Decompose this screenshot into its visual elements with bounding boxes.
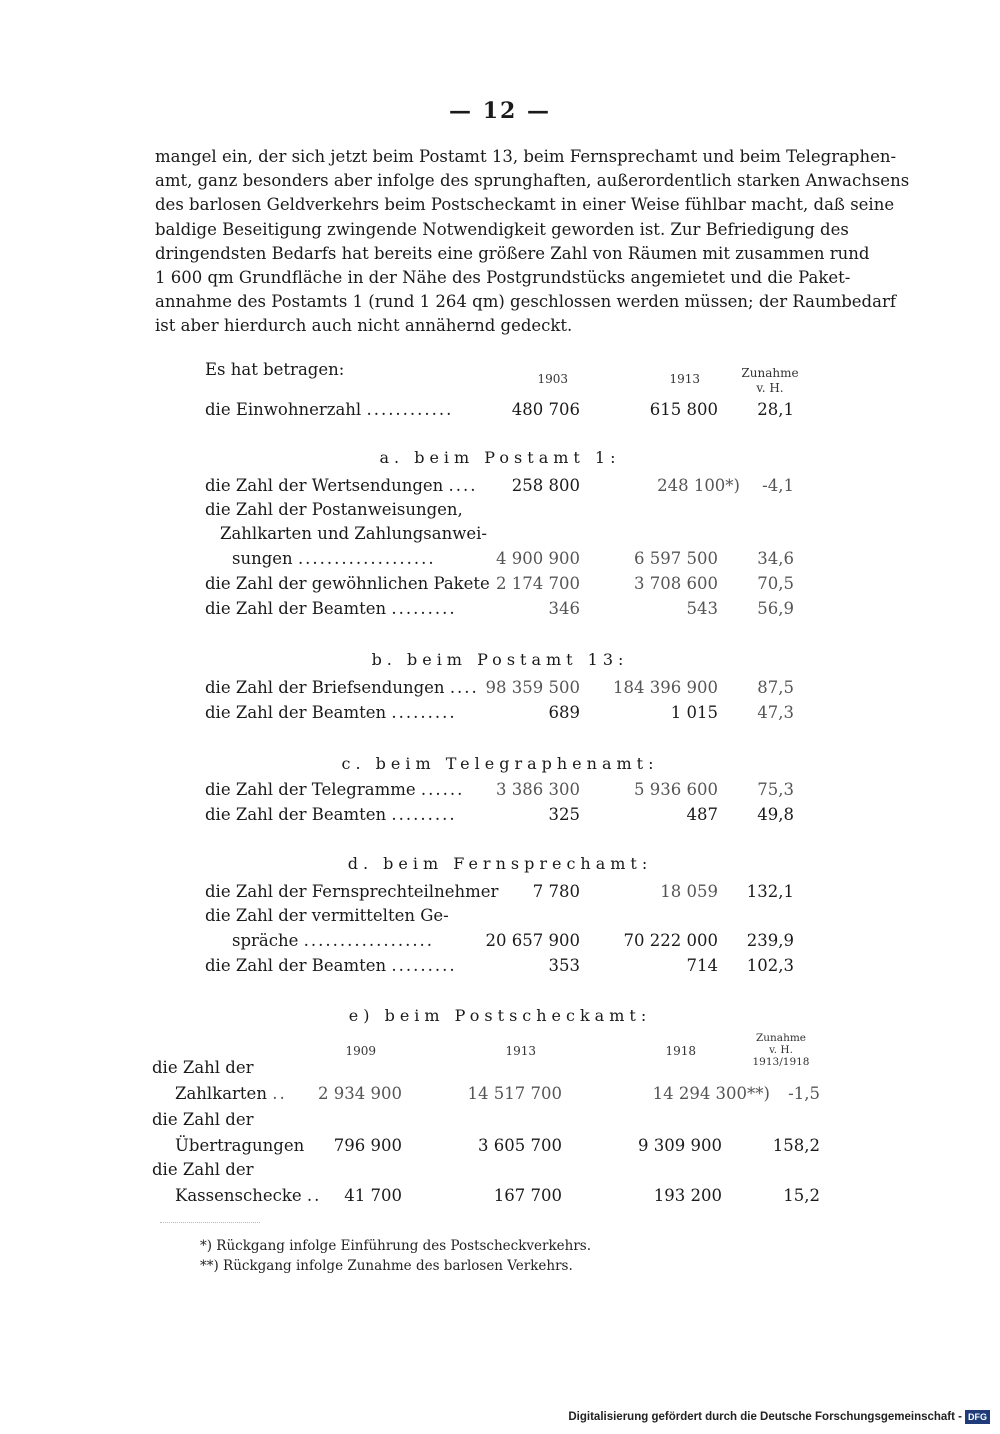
header-1913: 1913 [669, 372, 700, 386]
value-1913: 714 [686, 956, 718, 975]
section-title: c. beim Telegraphenamt: [341, 754, 659, 773]
footnote-divider [160, 1222, 260, 1223]
header-increase: Zunahme [741, 366, 799, 380]
row-label: Übertragungen [175, 1136, 305, 1155]
section-title: a. beim Postamt 1: [379, 448, 621, 467]
value-1913: 1 015 [670, 703, 718, 722]
value-1909: 41 700 [344, 1186, 402, 1205]
value-1913: 3 708 600 [634, 574, 718, 593]
value-increase: 49,8 [757, 805, 794, 824]
table-row [0, 956, 1000, 980]
value-1909: 2 934 900 [318, 1084, 402, 1103]
value-1903: 98 359 500 [485, 678, 580, 697]
row-label: die Zahl der Beamten ......... [205, 956, 457, 975]
table-row [0, 574, 1000, 598]
table-row [0, 1058, 1000, 1082]
value-1913: 543 [686, 599, 718, 618]
value-1903: 325 [548, 805, 580, 824]
value-1913: 615 800 [649, 400, 718, 419]
table-row [0, 1110, 1000, 1134]
value-1913: 184 396 900 [613, 678, 718, 697]
table-row [0, 1136, 1000, 1160]
section-title: e) beim Postscheckamt: [348, 1006, 652, 1025]
row-label: die Zahl der [152, 1058, 254, 1077]
row-label: Zahlkarten .. [175, 1084, 287, 1103]
value-increase: 239,9 [746, 931, 794, 950]
funding-text: Digitalisierung gefördert durch die Deutsche Forschungsgemeinschaft - [568, 1411, 962, 1423]
value-1909: 796 900 [333, 1136, 402, 1155]
table-row [0, 500, 1000, 524]
table-row [0, 931, 1000, 955]
value-increase: 87,5 [757, 678, 794, 697]
row-label: spräche .................. [232, 931, 435, 950]
header-1909: 1909 [345, 1044, 376, 1058]
value-1903: 3 386 300 [496, 780, 580, 799]
row-label: Kassenschecke .. [175, 1186, 322, 1205]
row-label: die Zahl der Briefsendungen .... [205, 678, 479, 697]
row-label: die Zahl der gewöhnlichen Pakete [205, 574, 490, 593]
funding-notice [568, 1410, 990, 1424]
value-1913: 70 222 000 [623, 931, 718, 950]
paragraph-line: dringendsten Bedarfs hat bereits eine größere Zahl von Räumen mit zusammen rund [155, 243, 870, 263]
table-row [0, 400, 1000, 424]
value-increase: 102,3 [746, 956, 794, 975]
paragraph-line: des barlosen Geldverkehrs beim Postscheckamt in einer Weise fühlbar macht, daß seine [155, 195, 895, 215]
table-row [0, 882, 1000, 906]
value-1913: 248 100*) [657, 476, 740, 495]
table-row [0, 780, 1000, 804]
value-1903: 346 [548, 599, 580, 618]
row-label: die Zahl der Beamten ......... [205, 805, 457, 824]
value-1903: 480 706 [511, 400, 580, 419]
paragraph-line: annahme des Postamts 1 (rund 1 264 qm) geschlossen werden müssen; der Raumbedarf [155, 292, 896, 312]
row-label: sungen ................... [232, 549, 436, 568]
header-percent: v. H. [756, 381, 784, 395]
row-label: die Zahl der Beamten ......... [205, 703, 457, 722]
row-label: die Einwohnerzahl ............ [205, 400, 454, 419]
row-label: die Zahl der vermittelten Ge- [205, 906, 449, 925]
table-row [0, 1186, 1000, 1210]
row-label: die Zahl der Wertsendungen .... [205, 476, 478, 495]
table-row [0, 703, 1000, 727]
page-number: — 12 — [449, 98, 551, 124]
value-increase: 34,6 [757, 549, 794, 568]
table-row [0, 805, 1000, 829]
section-title: b. beim Postamt 13: [371, 650, 629, 669]
value-increase: 70,5 [757, 574, 794, 593]
value-increase: -4,1 [762, 476, 794, 495]
row-label: die Zahl der Fernsprechteilnehmer [205, 882, 499, 901]
value-increase: 132,1 [746, 882, 794, 901]
footnote: *) Rückgang infolge Einführung des Postscheckverkehrs. [200, 1238, 592, 1254]
value-1913: 3 605 700 [478, 1136, 562, 1155]
paragraph-line: amt, ganz besonders aber infolge des sprunghaften, außerordentlich starken Anwachsens [155, 171, 910, 191]
body-paragraph [155, 145, 910, 339]
value-1913: 5 936 600 [634, 780, 718, 799]
table-row [0, 1160, 1000, 1184]
dfg-logo: DFG [965, 1410, 990, 1424]
header-1903: 1903 [537, 372, 568, 386]
row-label: Zahlkarten und Zahlungsanwei- [220, 524, 487, 543]
row-label: die Zahl der Postanweisungen, [205, 500, 463, 519]
value-1913: 18 059 [660, 882, 718, 901]
header-increase: Zunahme [755, 1032, 806, 1044]
row-label: die Zahl der [152, 1110, 254, 1129]
table-row [0, 524, 1000, 548]
value-1913: 6 597 500 [634, 549, 718, 568]
paragraph-line: mangel ein, der sich jetzt beim Postamt 13, beim Fernsprechamt und beim Telegraphen- [155, 147, 897, 166]
value-1903: 258 800 [511, 476, 580, 495]
header-percent: v. H. [769, 1044, 793, 1056]
value-increase: 56,9 [757, 599, 794, 618]
value-increase: 75,3 [757, 780, 794, 799]
value-1918: 193 200 [653, 1186, 722, 1205]
row-label: die Zahl der [152, 1160, 254, 1179]
value-1903: 689 [548, 703, 580, 722]
value-1918: 9 309 900 [638, 1136, 722, 1155]
row-label: die Zahl der Beamten ......... [205, 599, 457, 618]
paragraph-line: ist aber hierdurch auch nicht annähernd gedeckt. [155, 316, 573, 336]
section-title: d. beim Fernsprechamt: [347, 854, 653, 873]
value-1913: 167 700 [493, 1186, 562, 1205]
footnote: **) Rückgang infolge Zunahme des barlosen Verkehrs. [200, 1258, 573, 1274]
value-1903: 353 [548, 956, 580, 975]
row-label: die Zahl der Telegramme ...... [205, 780, 465, 799]
value-increase: -1,5 [788, 1084, 820, 1103]
value-increase: 158,2 [772, 1136, 820, 1155]
value-1903: 20 657 900 [485, 931, 580, 950]
header-1918: 1918 [665, 1044, 696, 1058]
table-row [0, 549, 1000, 573]
paragraph-line: 1 600 qm Grundfläche in der Nähe des Postgrundstücks angemietet und die Paket- [155, 268, 851, 288]
table-row [0, 678, 1000, 702]
value-increase: 15,2 [783, 1186, 820, 1205]
value-1903: 7 780 [532, 882, 580, 901]
table-row [0, 599, 1000, 623]
table-intro: Es hat betragen: [205, 360, 345, 379]
value-1903: 2 174 700 [496, 574, 580, 593]
value-increase: 28,1 [757, 400, 794, 419]
table-row [0, 1084, 1000, 1108]
value-1913: 487 [686, 805, 718, 824]
header-period: 1913/1918 [752, 1056, 810, 1068]
value-increase: 47,3 [757, 703, 794, 722]
value-1918: 14 294 300**) [652, 1084, 770, 1103]
table-row [0, 906, 1000, 930]
table-row [0, 476, 1000, 500]
header-1913: 1913 [505, 1044, 536, 1058]
value-1903: 4 900 900 [496, 549, 580, 568]
paragraph-line: baldige Beseitigung zwingende Notwendigkeit geworden ist. Zur Befriedigung des [155, 219, 849, 239]
value-1913: 14 517 700 [467, 1084, 562, 1103]
